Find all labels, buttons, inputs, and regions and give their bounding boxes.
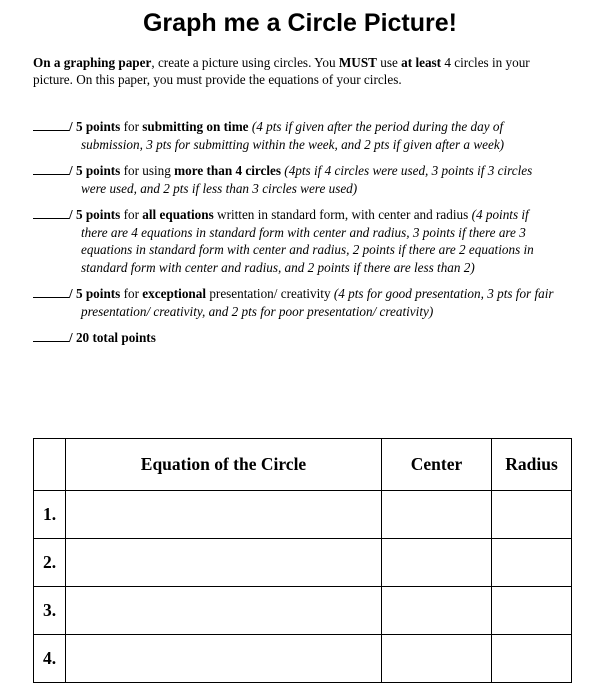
rubric-key: more than 4 circles	[174, 163, 281, 178]
equations-table	[33, 438, 572, 683]
intro-text-3: 4 circles in your picture. On this paper, you must provide the equations of your circles.	[33, 55, 530, 87]
rubric-note: (4 pts if given after the period during the day of submission, 3 pts for submitting within the week, and 2 pts if given after a week)	[81, 119, 505, 152]
rubric-key: submitting on time	[142, 119, 249, 134]
rubric-text: for using	[120, 163, 175, 178]
instructions-paragraph	[33, 54, 558, 88]
score-blank[interactable]	[33, 119, 69, 131]
rubric-points: / 5 points	[69, 119, 121, 134]
header-number	[34, 439, 66, 491]
center-cell[interactable]	[382, 635, 492, 683]
rubric-text: for	[120, 119, 143, 134]
intro-emphasis-3: at least	[401, 55, 442, 70]
intro-emphasis-1: On a graphing paper	[33, 55, 152, 70]
rubric-text: for	[120, 286, 143, 301]
header-radius: Radius	[492, 439, 572, 491]
equation-cell[interactable]	[66, 587, 382, 635]
equation-cell[interactable]	[66, 491, 382, 539]
rubric-item-circles	[33, 162, 558, 197]
radius-cell[interactable]	[492, 587, 572, 635]
rubric-note: (4pts if 4 circles were used, 3 points if 3 circles were used, and 2 pts if less than 3 circles were used)	[81, 163, 533, 196]
table-row	[34, 587, 572, 635]
intro-emphasis-2: MUST	[338, 55, 377, 70]
radius-cell[interactable]	[492, 635, 572, 683]
center-cell[interactable]	[382, 491, 492, 539]
radius-cell[interactable]	[492, 539, 572, 587]
center-cell[interactable]	[382, 587, 492, 635]
rubric-points: / 5 points	[69, 163, 121, 178]
table-row	[34, 491, 572, 539]
intro-text-1: , create a picture using circles. You	[151, 55, 339, 70]
rubric-text: presentation/ creativity	[206, 286, 334, 301]
row-number: 4.	[34, 635, 66, 683]
rubric-total	[33, 329, 558, 347]
rubric-points: / 5 points	[69, 286, 121, 301]
score-blank[interactable]	[33, 286, 69, 298]
rubric-text: written in standard form, with center and radius	[213, 207, 472, 222]
intro-text-2: use	[376, 55, 402, 70]
rubric-note: (4 points if there are 4 equations in standard form with center and radius, 3 points if there are 3 equations in standard form with center and radius, 2 points if there are 2 equations in standard form with center and radius, and 2 points if there are less than 2)	[81, 207, 534, 275]
center-cell[interactable]	[382, 539, 492, 587]
rubric-key: exceptional	[142, 286, 207, 301]
score-blank[interactable]	[33, 330, 69, 342]
header-equation: Equation of the Circle	[66, 439, 382, 491]
radius-cell[interactable]	[492, 491, 572, 539]
header-center: Center	[382, 439, 492, 491]
table-row	[34, 539, 572, 587]
score-blank[interactable]	[33, 207, 69, 219]
rubric-item-equations	[33, 206, 558, 276]
rubric-note: (4 pts for good presentation, 3 pts for fair presentation/ creativity, and 2 pts for poor presentation/ creativity)	[81, 286, 554, 319]
table-header-row	[34, 439, 572, 491]
rubric-item-timeliness	[33, 118, 558, 153]
row-number: 3.	[34, 587, 66, 635]
rubric-item-presentation	[33, 285, 558, 320]
page-title: Graph me a Circle Picture!	[142, 9, 457, 37]
rubric-text: for	[120, 207, 143, 222]
rubric-list	[33, 118, 558, 356]
table-row	[34, 635, 572, 683]
rubric-points: / 5 points	[69, 207, 121, 222]
rubric-key: all equations	[142, 207, 214, 222]
score-blank[interactable]	[33, 163, 69, 175]
equation-cell[interactable]	[66, 539, 382, 587]
equation-cell[interactable]	[66, 635, 382, 683]
row-number: 1.	[34, 491, 66, 539]
total-points: / 20 total points	[69, 330, 156, 345]
row-number: 2.	[34, 539, 66, 587]
